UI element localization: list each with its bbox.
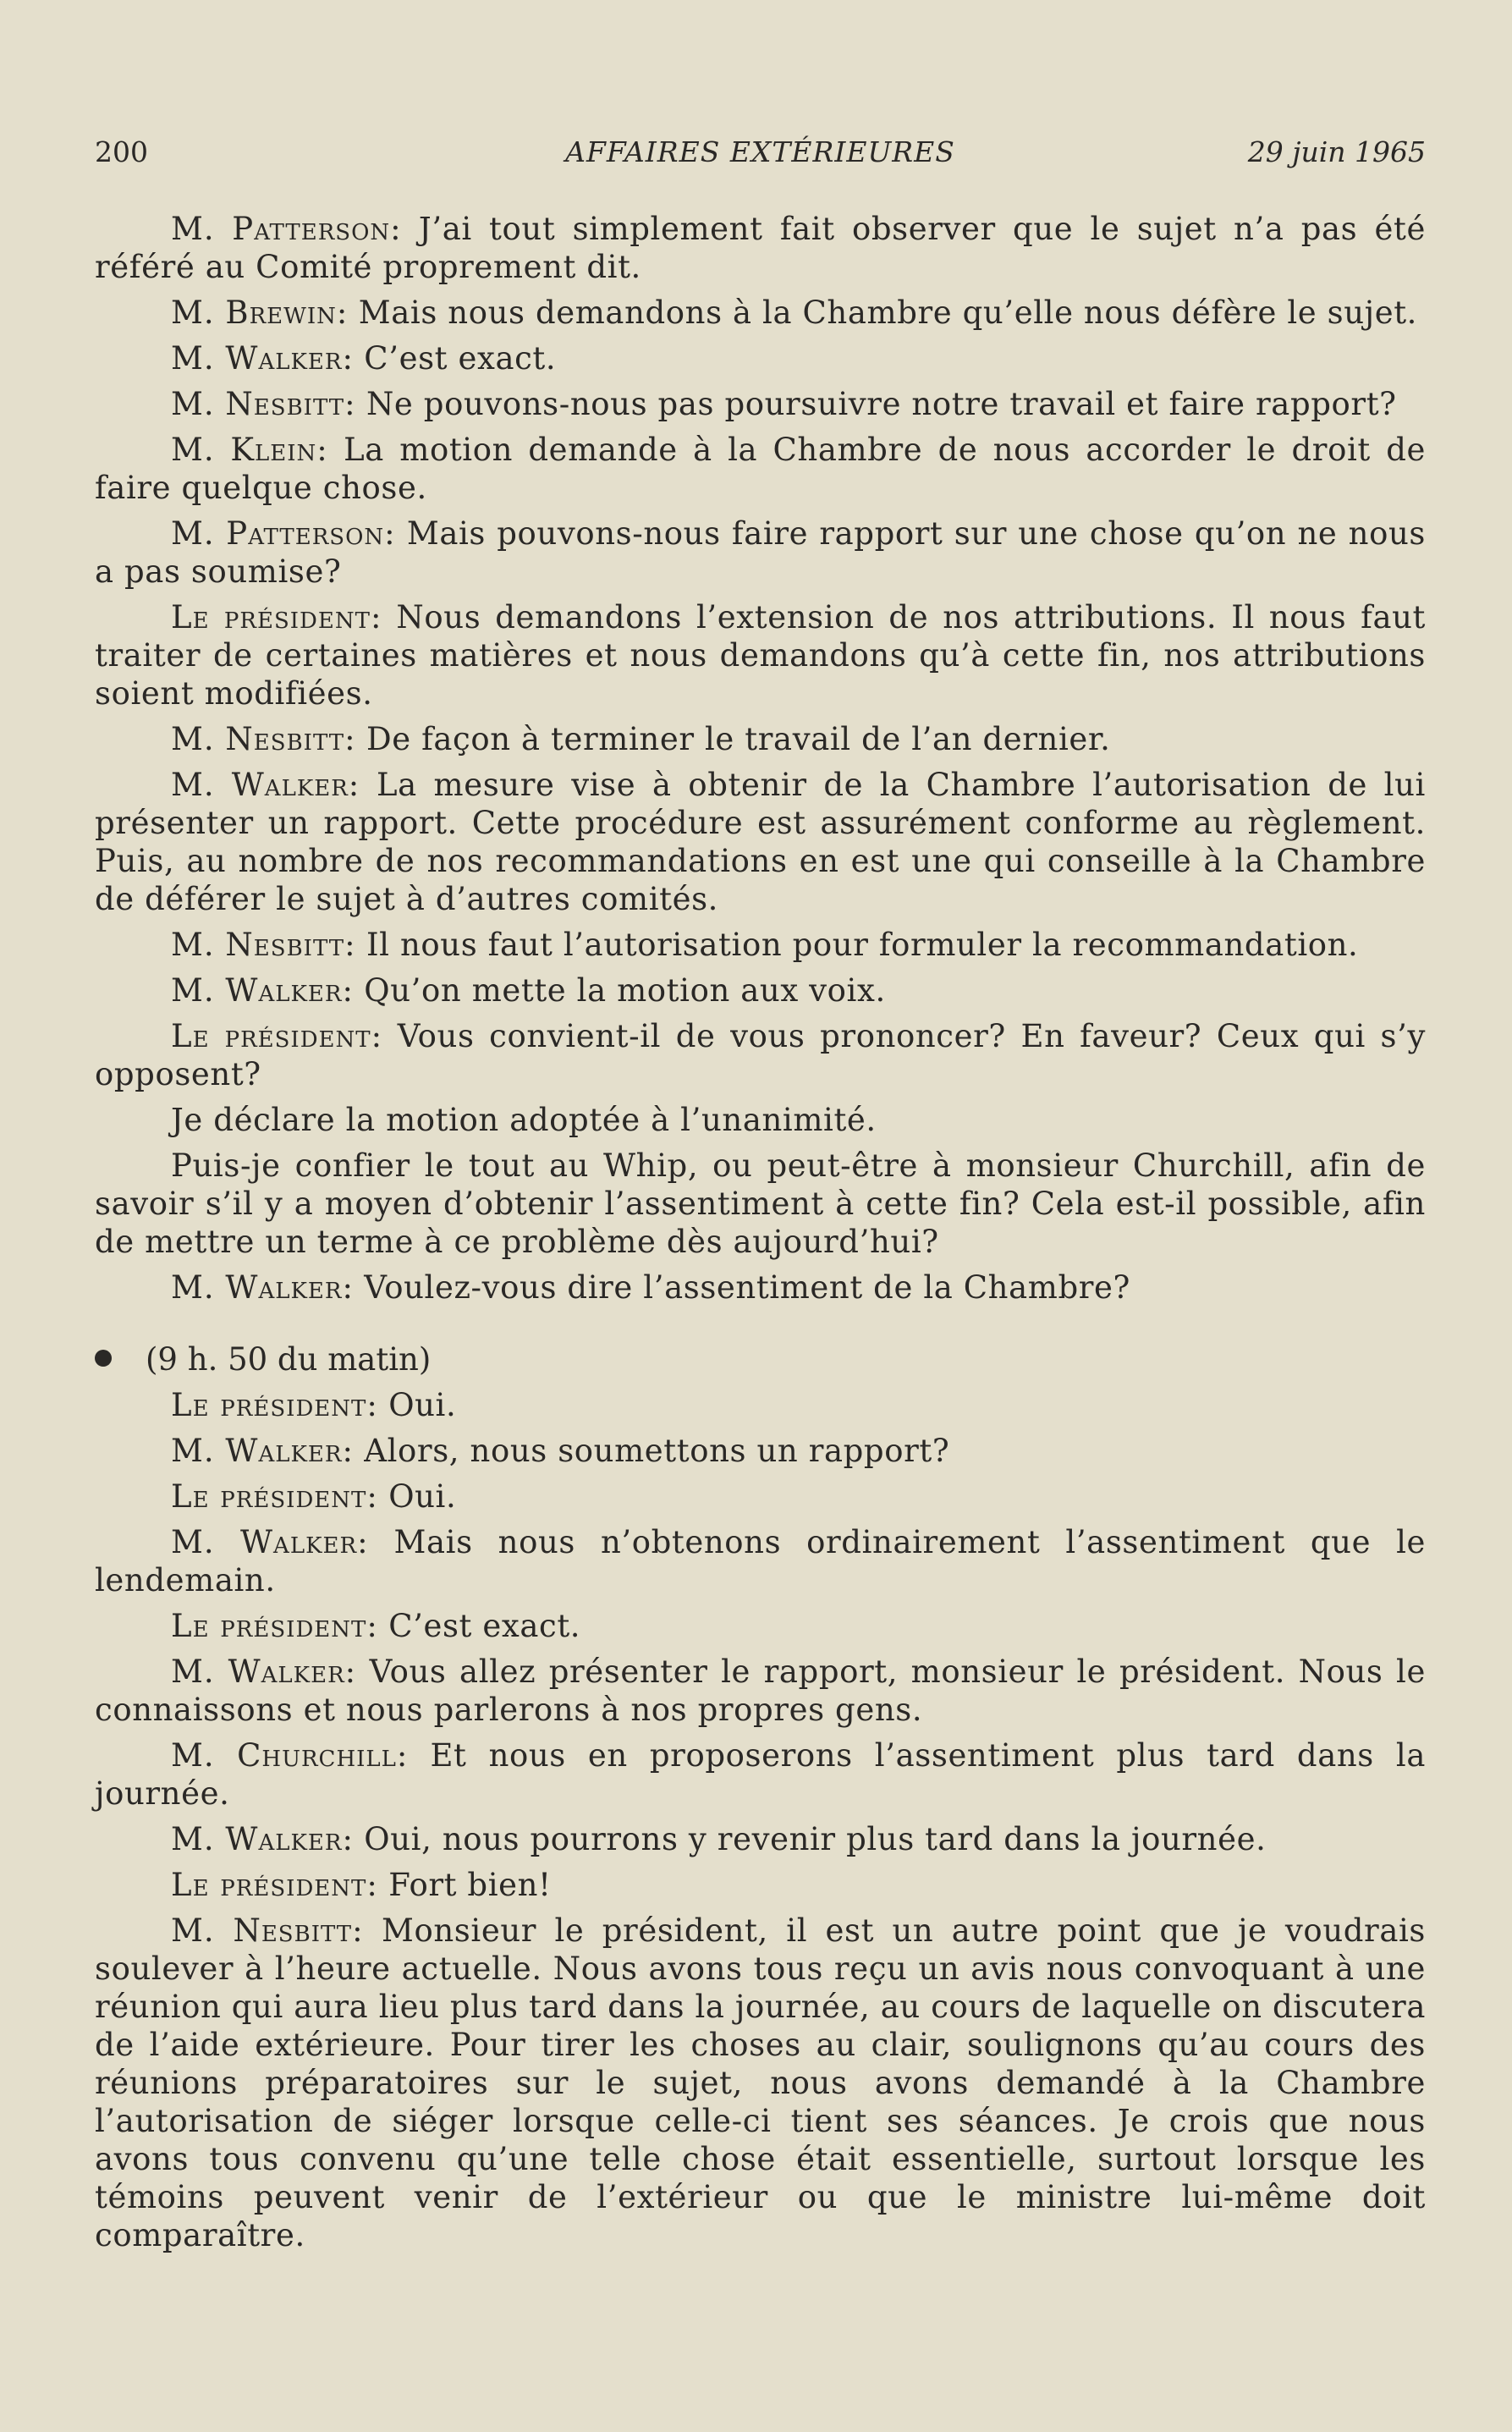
transcript-paragraph	[95, 1866, 1426, 1904]
speaker-name: M. Patterson:	[171, 515, 396, 552]
transcript-paragraph	[95, 1820, 1426, 1858]
speaker-name: M. Nesbitt:	[171, 927, 356, 963]
transcript-paragraph	[95, 1386, 1426, 1424]
speaker-name: M. Klein:	[171, 432, 328, 468]
speech-text: Il nous faut l’autorisation pour formuler la recommandation.	[355, 927, 1359, 963]
speech-text: Fort bien!	[377, 1867, 552, 1903]
transcript-paragraph	[95, 1017, 1426, 1093]
transcript-paragraph	[95, 720, 1426, 758]
speech-text: Nous demandons l’extension de nos attributions. Il nous faut traiter de certaines matières et nous demandons qu’à cette fin, nos attributions soient modifiées.	[95, 599, 1426, 712]
speech-text: Je déclare la motion adoptée à l’unanimité.	[171, 1102, 877, 1138]
transcript-paragraph	[95, 1477, 1426, 1516]
speech-text: Et nous en proposerons l’assentiment plus tard dans la journée.	[95, 1737, 1427, 1812]
transcript-paragraph	[95, 514, 1426, 591]
transcript-paragraph	[95, 1268, 1426, 1307]
speaker-name: M. Nesbitt:	[171, 1912, 364, 1949]
speech-text: La mesure vise à obtenir de la Chambre l’autorisation de lui présenter un rapport. Cette procédure est assurément conforme au règlement. Puis, au nombre de nos recommandations en est une qui conseille à la Chambre de déférer le sujet à d’autres comités.	[95, 767, 1426, 917]
speech-text: De façon à terminer le travail de l’an dernier.	[355, 721, 1111, 757]
transcript-paragraph	[95, 598, 1426, 713]
speech-text: Oui, nous pourrons y revenir plus tard dans la journée.	[353, 1821, 1267, 1857]
transcript-paragraph	[95, 210, 1426, 286]
speaker-name: M. Walker:	[171, 1653, 357, 1690]
speaker-name: Le président:	[171, 1608, 378, 1644]
speech-text: La motion demande à la Chambre de nous accorder le droit de faire quelque chose.	[95, 432, 1426, 506]
running-date: 29 juin 1965	[1247, 135, 1426, 168]
speech-text: Vous allez présenter le rapport, monsieur le président. Nous le connaissons et nous parlerons à nos propres gens.	[95, 1653, 1426, 1728]
transcript-paragraph	[95, 971, 1426, 1010]
speaker-name: M. Walker:	[171, 1821, 354, 1857]
speaker-name: Le président:	[171, 599, 382, 636]
speech-text: Mais pouvons-nous faire rapport sur une chose qu’on ne nous a pas soumise?	[95, 515, 1426, 590]
speaker-name: M. Walker:	[171, 1433, 354, 1469]
speaker-name: M. Walker:	[171, 972, 354, 1009]
transcript-paragraph	[95, 1147, 1426, 1261]
speech-text: Puis-je confier le tout au Whip, ou peut-être à monsieur Churchill, afin de savoir s’il y a moyen d’obtenir l’assentiment à cette fin? Cela est-il possible, afin de mettre un terme à ce problème dès aujourd’hui?	[95, 1147, 1426, 1260]
transcript-paragraph	[95, 1607, 1426, 1645]
speaker-name: M. Walker:	[171, 767, 360, 803]
document-page	[95, 135, 1426, 2262]
transcript-paragraph	[95, 339, 1426, 377]
speech-text: Mais nous demandons à la Chambre qu’elle nous défère le sujet.	[348, 294, 1418, 331]
running-title: AFFAIRES EXTÉRIEURES	[565, 135, 955, 168]
transcript-paragraph	[95, 1653, 1426, 1729]
speaker-name: M. Walker:	[171, 1524, 369, 1560]
transcript-paragraph	[95, 766, 1426, 918]
transcript-paragraph	[95, 294, 1426, 332]
speaker-name: Le président:	[171, 1867, 378, 1903]
speech-text: C’est exact.	[353, 340, 557, 377]
speaker-name: M. Walker:	[171, 1269, 354, 1306]
transcript-paragraph	[95, 926, 1426, 964]
speaker-name: Le président:	[171, 1478, 378, 1515]
speaker-name: M. Nesbitt:	[171, 721, 356, 757]
transcript-paragraph	[95, 385, 1426, 423]
page-number: 200	[95, 135, 148, 168]
transcript-paragraph	[95, 431, 1426, 507]
time-marker	[95, 1340, 1426, 1378]
speech-text: Qu’on mette la motion aux voix.	[353, 972, 886, 1009]
speech-text: Mais nous n’obtenons ordinairement l’assentiment que le lendemain.	[95, 1524, 1427, 1598]
speaker-name: M. Churchill:	[171, 1737, 409, 1774]
transcript-block-1	[95, 210, 1426, 1307]
speaker-name: Le président:	[171, 1018, 383, 1054]
speech-text: Oui.	[377, 1387, 457, 1423]
bullet-icon	[95, 1350, 112, 1367]
running-head	[95, 135, 1426, 179]
transcript-paragraph	[95, 1432, 1426, 1470]
transcript-paragraph	[95, 1912, 1426, 2254]
transcript-block-2	[95, 1386, 1426, 2254]
speaker-name: M. Brewin:	[171, 294, 349, 331]
speaker-name: M. Nesbitt:	[171, 386, 356, 422]
speaker-name: M. Patterson:	[171, 211, 402, 247]
speech-text: C’est exact.	[377, 1608, 581, 1644]
speech-text: Alors, nous soumettons un rapport?	[353, 1433, 950, 1469]
speech-text: J’ai tout simplement fait observer que le sujet n’a pas été référé au Comité proprement dit.	[95, 211, 1426, 285]
speech-text: Oui.	[377, 1478, 457, 1515]
transcript-paragraph	[95, 1101, 1426, 1139]
speaker-name: M. Walker:	[171, 340, 354, 377]
speaker-name: Le président:	[171, 1387, 378, 1423]
time-marker-text: (9 h. 50 du matin)	[146, 1341, 432, 1378]
speech-text: Voulez-vous dire l’assentiment de la Chambre?	[353, 1269, 1130, 1306]
speech-text: Monsieur le président, il est un autre point que je voudrais soulever à l’heure actuelle. Nous avons tous reçu un avis nous convoquant à une réunion qui aura lieu plus tard dans la journée, au cours de laquelle on discutera de l’aide extérieure. Pour tirer les choses au clair, soulignons qu’au cours des réunions préparatoires sur le sujet, nous avons demandé à la Chambre l’autorisation de siéger lorsque celle-ci tient ses séances. Je crois que nous avons tous convenu qu’une telle chose était essentielle, surtout lorsque les témoins peuvent venir de l’extérieur ou que le ministre lui-même doit comparaître.	[95, 1912, 1426, 2253]
transcript-paragraph	[95, 1736, 1426, 1813]
speech-text: Vous convient-il de vous prononcer? En faveur? Ceux qui s’y opposent?	[95, 1018, 1427, 1092]
speech-text: Ne pouvons-nous pas poursuivre notre travail et faire rapport?	[355, 386, 1397, 422]
transcript-paragraph	[95, 1523, 1426, 1599]
